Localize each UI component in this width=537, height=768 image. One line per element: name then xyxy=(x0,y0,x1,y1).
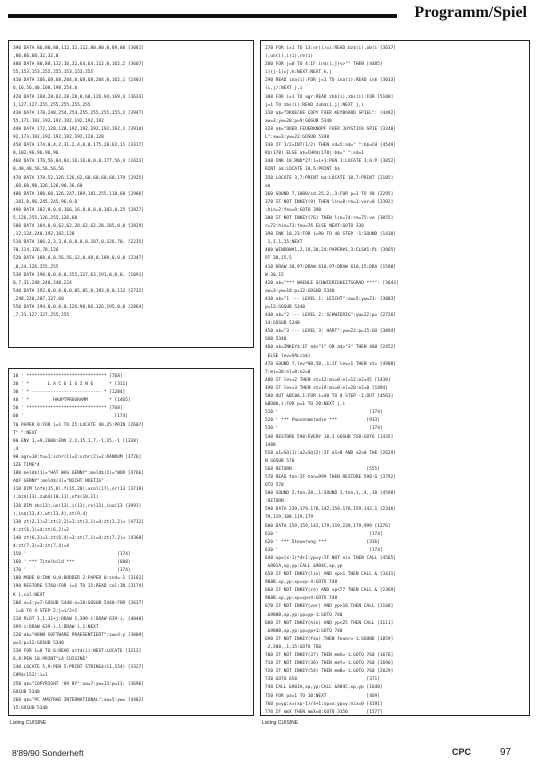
code-line: xw=3:yw=20:p=9:GOSUB 5340 xyxy=(265,118,332,124)
code-line: 120 DIM zb(13),un(13),i(13),re(13),ina(13 [3991] xyxy=(13,503,142,509)
code-line: 540 DATA 192,0,0,0,0,0,85,85,0,193,0,0,112 [2732] xyxy=(13,288,144,294)
code-line: 410 DRAW 30,97:DRAW 610,97:DRAW 610,15:DRA [1590] xyxy=(265,264,396,270)
code-line: 200 x=3:y=7:GOSUB 5440:x=18:GOSUB 5440:FOR [3637] xyxy=(13,600,144,606)
code-listing xyxy=(261,41,529,716)
code-line: 670 IF NOT INKEY(vor) AND yp>10 THEN CALL [3168] xyxy=(265,604,394,610)
code-line: r=72:hin=73:feu=76 ELSE NEXT:GOTO 330 xyxy=(265,224,364,230)
code-line: IZE TIME*4 xyxy=(13,463,40,469)
code-line: 260 a$="PC AMSTRAD INTERNATIONAL":xw=5:yw= [4402] xyxy=(13,697,144,703)
code-line: 550 DATA 194,0,0,0,0,126,90,86,126,195,0,0 [2864] xyxy=(13,305,144,310)
code-line: &BD00,i:FOR p=1 TO 20:NEXT j,i xyxy=(265,402,346,408)
code-line: K i,col:NEXT xyxy=(13,592,46,598)
footer-issue: 8'89/90 Sonderheft xyxy=(12,748,84,758)
code-line: 490 IF lev=3 THEN st=19:mi=0:el=20:e2=0 [1494] xyxy=(265,385,388,391)
code-line: 230 FOR i=0 TO 6:READ urt$(i):NEXT:LOCATE [3213] xyxy=(13,649,142,655)
code-line: 10 ' ****************************** [768] xyxy=(13,374,123,379)
code-line: 500 DATA 184,0,0,62,62,28,62,62,28,185,0,0 [2829] xyxy=(13,224,144,230)
code-line: i=0 TO 4 STEP 2:j=i/2+1 xyxy=(13,608,78,614)
code-line: 360 SOUND 7,1000/sd,25,2,,3:FOR p=1 TO 40 [2295] xyxy=(265,191,394,197)
code-line: 700 IF NOT INKEY(37) THEN mmX=-1:GOTO 760 [1676] xyxy=(265,653,394,659)
code-line: 520 DATA 188,0,0,56,56,12,0,48,0,189,0,0,0 [2347] xyxy=(13,256,144,262)
code-line: 70 PAPER 0:FOR i=1 TO 25:LOCATE 40,25:PRIN [2607] xyxy=(13,422,144,428)
code-line: 300 FOR i=1 TO agr:READ zb$(i),zbs(i):FOR [5108] xyxy=(265,94,394,100)
code-line: ),in$(13,4),wt(13,4),zt(9,4) xyxy=(13,511,88,517)
code-line: 0,40,40,56,56,56,56 xyxy=(13,167,64,173)
code-line: 55,171,192,192,192,192,192,192,192 xyxy=(13,118,104,124)
code-line: 270 FOR i=1 TO 13:nr(i)=i:READ bz$(i),ob(i [3637] xyxy=(265,46,396,51)
code-line: 390 DATA 86,80,80,112,32,112,80,80,0,89,80 [3081] xyxy=(13,46,144,51)
code-line: w=3:p=12:GOSUB 5340 xyxy=(13,641,64,647)
listing-caption-right: Listing CUISINE xyxy=(262,720,299,726)
code-line: 90 agr=10:tu=1:schr(1)=2:schr(2)=2:RANDOM [3726] xyxy=(13,454,142,460)
code-line: 480 IF lev=2 THEN st=12:mi=0:el=12:e2=45 [1430] xyxy=(265,377,391,383)
code-line: 399-i:DRAW 639-i,1:DRAW i,1:NEXT xyxy=(13,624,99,630)
code-line: 6,16,56,40,108,198,254,0 xyxy=(13,86,78,92)
code-line: 430 DATA 170,248,254,254,255,255,255,255,2 [3947] xyxy=(13,110,144,116)
code-line: 590 DATA 239,179,178,142,159,178,159,142,1 [2346] xyxy=(265,507,396,513)
code-line: ,248,220,207,127,60 xyxy=(13,296,64,302)
code-line: 450 DATA 174,0,4,2,31,2,4,0,0,175,28,62,11 [3317] xyxy=(13,143,144,149)
code-line: 0,7,31,248,240,240,224 xyxy=(13,280,72,286)
code-line: 620 ' *** Steuerung *** [336] xyxy=(265,539,380,545)
code-line: 740 CALL &901A,xp,yp:CALL &904C,xp,yp [1640] xyxy=(265,685,383,691)
code-line: 15:GOSUB 5340 xyxy=(13,705,48,711)
code-line: 460 DATA 176,56,84,84,16,16,0,0,0,177,56,4 [1623] xyxy=(13,159,144,165)
code-line: 55,153,153,255,255,153,153,255 xyxy=(13,70,94,76)
listing-panel-top-left xyxy=(8,40,254,348)
code-line: OT 30,15,5 xyxy=(265,256,292,262)
code-line: 730 GOTO 650 [371] xyxy=(265,677,380,683)
code-line: 340 INK 10,RND*27:i=i+1:PEN 1:LOCATE 3,6:P [3052] xyxy=(265,159,396,165)
code-line: ELSE lev=VAL(a$) xyxy=(265,353,311,359)
header-rule xyxy=(8,14,397,18)
code-line: 150 ' [174] xyxy=(13,552,131,558)
code-line: 770 IF mmX THEN mmX=0:GOTO 3150 [1577] xyxy=(265,709,383,715)
code-line: i)(j-1)=j,k:NEXT:NEXT k,j xyxy=(265,70,332,76)
code-line: 570 READ ton:IF ton=999 THEN RESTORE 590:G [3792] xyxy=(265,474,396,480)
code-line: 400 DATA 80,80,112,16,32,64,64,112,0,165,2 [3607] xyxy=(13,62,144,68)
footer-logo: CPC xyxy=(452,747,472,757)
code-line: 6,8:PEN 10:PRINT"LA CUISINE" xyxy=(13,657,88,663)
code-line: ,60,60,90,126,126,90,36,60 xyxy=(13,183,83,189)
code-line: 530 DATA 190,0,0,0,0,255,127,63,191,0,0,0, [1091] xyxy=(13,272,144,278)
code-line: 650 IF NOT INKEY(lin) AND xp>1 THEN CALL & [3411] xyxy=(265,572,396,578)
code-line: (i,j):NEXT j,i xyxy=(265,86,303,92)
code-line: 220 a$="HOHN SOFTWARE PRAESENTIERT":xw=4:y [3009] xyxy=(13,633,144,638)
code-line: 60 ' [174] xyxy=(13,414,128,420)
code-line: :RETURN xyxy=(265,499,284,505)
code-line: 470 DATA 178,52,126,126,62,60,60,60,60,179 [2925] xyxy=(13,175,144,181)
code-line: 5,126,255,126,255,126,60 xyxy=(13,215,78,221)
code-line: 30 ' * -------------------------- * [1284] xyxy=(13,390,126,396)
code-line: 680 IF NOT INKEY(hin) AND yp<25 THEN CALL [3111] xyxy=(265,620,394,626)
code-line: 2,200,,1,15:GOTO 760 xyxy=(265,644,322,650)
code-line: 100 meld$(1)="HAT WAS GENNY":meld$(2)="WOR [4766] xyxy=(13,471,144,477)
code-line: p=13:GOSUB 5340 xyxy=(265,305,306,310)
code-line: 580 SOUND 2,ton,20,,1:SOUND 1,ton,1,,4,,10 [4598] xyxy=(265,491,396,497)
code-line: L":xw=3:yw=22:GOSUB 5340 xyxy=(265,135,330,141)
code-line: ,4 xyxy=(13,446,19,452)
code-line: 4:zt(6,1)=4:zt(6,2)=2 xyxy=(13,527,70,533)
code-line: GOSUB 5340 xyxy=(13,689,40,695)
code-line: 510 ' [174] xyxy=(265,410,383,416)
code-line: 4:zt(7,3)=3:zt(7,4)=4 xyxy=(13,543,70,549)
code-line: ,12,124,248,192,192,120 xyxy=(13,232,75,238)
code-line: 450 a$="3 --- LEVEL 3: HART":yw=23:p=15:GO [3094] xyxy=(265,329,396,335)
code-line: 80 ENV 1,=9,2000:ENV 2,2,15,1,7,-1,15,-1 [1338] xyxy=(13,438,139,444)
page-number: 97 xyxy=(500,747,512,758)
code-line: 710 IF NOT INKEY(36) THEN mmY=-1:GOTO 760 [1696] xyxy=(265,661,394,667)
code-line: 210 PLOT 1,1,11+j:DRAW 1,399-i:DRAW 639-i, [4040] xyxy=(13,616,144,622)
code-line: 490 DATA 182,0,0,0,166,16,8,0,0,0,183,0,25 [2827] xyxy=(13,207,144,213)
code-line: 70,114,126,78,126 xyxy=(13,248,59,254)
code-line: 600 DATA 159,159,142,179,119,239,179,999 [1276] xyxy=(265,523,391,529)
code-line: 350 LOCATE 3,7:PRINT b$:LOCATE 18,7:PRINT [2105] xyxy=(265,175,394,181)
code-line: :hin=2:feu=9:GOTO 390 xyxy=(265,207,322,213)
code-line: 908B,xp,yp:xp=xp+4:GOTO 740 xyxy=(265,596,338,602)
code-line: 14:GOSUB 5340 xyxy=(265,321,300,327)
listing-caption-left: Listing CUISINE xyxy=(10,720,47,726)
code-line: OTO 570 xyxy=(265,483,284,489)
code-line: 20 ' * L A C U I S I N E * [311] xyxy=(13,382,128,388)
code-line: 40 ' * HAUPTPROGRAMM * [1465] xyxy=(13,398,131,404)
code-line: 460 a$=INKEY$:IF a$<"1" OR a$>"3" THEN 460 [2452] xyxy=(265,345,396,351)
listing-panel-bottom-left xyxy=(8,368,254,716)
code-line: 440 a$="2 --- LEVEL 2: SCHWIERIG":yw=22:p= [2726] xyxy=(265,313,396,319)
code-line: 50 ' ****************************** [768] xyxy=(13,406,123,412)
code-line: &901A,xp,yp:CALL &904C,xp,yp xyxy=(265,564,343,569)
code-line: AUF GENNY":meld$(3)="NICHT NOETIG" xyxy=(13,479,104,485)
code-line: 720 IF NOT INKEY(54) THEN mmB=-1:GOTO 760 [2029] xyxy=(265,669,394,675)
code-line: 330 IF 1/2=INT(1/2) THEN sd=5:a$=" ":b$=CH [4549] xyxy=(265,143,396,149)
code-line: 280 FOR j=0 TO 4:IF in$(i,j)<>"" THEN [4485] xyxy=(265,62,383,68)
code-line: CHR$(152):i=1 xyxy=(13,673,48,679)
code-line: 380 IF NOT INKEY(76) THEN lin=74:re=75:vo [3055] xyxy=(265,215,394,221)
code-line: 640 xp=(x-1)*4+1:yp=y:IF NOT nix THEN CALL [4565] xyxy=(265,555,396,561)
code-line: 420 a$="*** WAEHLE SCHWIERIGKEITSGRAD ***": [3643] xyxy=(265,280,399,286)
code-line: 430 a$="1 --- LEVEL 1: LEICHT":xw=5:yw=21: [3083] xyxy=(265,296,396,302)
code-line: ,0,24,126,255,255 xyxy=(13,264,59,270)
code-line: 760 y=yp:x=(xp-1)/4+1:xp=x:yp=y:nix=0 [4191] xyxy=(265,701,383,707)
code-line: 690 IF NOT INKEY(feu) THEN feuer=-1:SOUND [1859] xyxy=(265,636,394,642)
code-line: W 30,15 xyxy=(265,272,284,278)
code-line: 420 DATA 168,28,62,28,28,8,60,126,94,169,3 [3633] xyxy=(13,94,144,100)
code-line: 79,119,108,119,179 xyxy=(265,515,314,521)
code-line: 140 zt(6,3)=1:zt(6,4)=3:zt(7,1)=4:zt(7,2)= [4360] xyxy=(13,535,144,541)
page-title: Programm/Spiel xyxy=(414,4,527,21)
code-line: 7:mi=30:el=8:e2=0 xyxy=(265,369,311,375)
code-line: ),un(i),i(i),re(i) xyxy=(265,54,314,60)
code-line: 540 RESTORE 590:EVERY 10,1 GOSUB 550:GOTO [1435] xyxy=(265,434,394,440)
code-line: 160 ' *** Titelbild *** [600] xyxy=(13,560,131,566)
code-line: 240 LOCATE 5,9:PEN 5:PRINT STRING$(11,154) [3327] xyxy=(13,665,144,671)
code-line: ,181,0,96,245,245,96,0,0 xyxy=(13,199,78,205)
code-line: 92,173,192,192,192,192,192,128,128 xyxy=(13,135,104,141)
code-line: 660 IF NOT INKEY(re) AND xp<77 THEN CALL & [2369] xyxy=(265,588,396,594)
code-line: 410 DATA 166,68,68,204,0,68,68,204,0,165,1 [2483] xyxy=(13,78,144,84)
code-line: 560 RETURN [555] xyxy=(265,466,380,472)
listing-panel-right xyxy=(260,40,530,716)
code-line: RINT a$:LOCATE 18,6:PRINT b$ xyxy=(265,167,340,173)
code-line: 610 ' [174] xyxy=(265,531,383,537)
code-line: xw=3:yw=18:p=12:GOSUB 5340 xyxy=(265,288,335,294)
code-line: N GOSUB 570 xyxy=(265,458,295,464)
code-line: 440 DATA 172,128,128,192,192,192,192,192,1 [3914] xyxy=(13,126,144,132)
code-line: &908B,xp,yp:yp=yp-1:GOTO 740 xyxy=(265,612,343,618)
code-line: 480 DATA 180,60,126,247,189,181,255,118,60 [2906] xyxy=(13,191,144,197)
code-line: ,80,80,60,32,32,0 xyxy=(13,54,59,60)
code-line: 470 SOUND 7,lev*80,50,,1:IF lev=1 THEN st= [4988] xyxy=(265,361,396,367)
code-listing xyxy=(9,369,253,713)
code-line: j=1 TO zbs(i):READ zub$(i,j):NEXT j,i xyxy=(265,102,364,108)
code-line: 1,127,127,255,255,255,255,255 xyxy=(13,102,91,108)
code-line: 1,1,1,15:NEXT xyxy=(265,240,303,246)
code-line: 250 a$="COPYRIGHT '89 BY":xw=7:yw=13:p=13: [3696] xyxy=(13,681,144,687)
code-line: T" ":NEXT xyxy=(13,430,38,436)
code-line: 110 DIM lnf$(15,8),f(15,20),xcol(17),nr(13 [3719] xyxy=(13,487,144,493)
code-line: 1400 xyxy=(265,442,276,448)
code-line: 370 IF NOT INKEY(9) THEN lin=8:re=1:vor=0 [2392] xyxy=(265,199,394,205)
code-line: 290 READ ina(i):FOR j=1 TO ina(i):READ in$ [3013] xyxy=(265,78,396,84)
code-line: SUB 5340 xyxy=(265,337,287,343)
code-listing xyxy=(9,41,253,320)
code-line: 8,102,96,96,96,96 xyxy=(13,151,59,157)
code-line: 500 OUT &BC00,1:FOR i=40 TO 0 STEP -1:OUT [4563] xyxy=(265,394,394,400)
code-line: 908B,xp,yp:xp=xp-4:GOTO 740 xyxy=(265,580,338,586)
code-line: 170 ' [174] xyxy=(13,568,131,574)
code-line: 310 a$="DRUECKE COPY FUER KEYBOARD SPIEL": [4492] xyxy=(265,110,396,116)
code-line: &908B,xp,yp:yp=yp+1:GOTO 740 xyxy=(265,628,343,634)
code-line: a$ xyxy=(265,183,271,189)
code-line: 190 RESTORE 5760:FOR i=1 TO 15:READ col:IN [3174] xyxy=(13,584,144,590)
code-line: 510 DATA 186,2,3,3,0,0,0,0,0,187,0,126,70, [2235] xyxy=(13,240,144,246)
code-line: 550 a1=SQ(1):a2=SQ(2):IF a1>0 AND a2>0 THE [2629] xyxy=(265,450,396,456)
code-line: 130 zt(2,1)=2:zt(2,2)=1:zt(3,1)=4:zt(3,2)= [4712] xyxy=(13,519,144,525)
code-line: 530 ' [174] xyxy=(265,426,383,432)
code-line: ),bz$(13),zub$(10,11),of$(10,11) xyxy=(13,495,99,501)
code-line: 400 WINDOW#1,2,19,20,24:PAPER#1,3:CLS#1:PL [3965] xyxy=(265,248,396,254)
code-line: 520 ' *** Pausenmelodie *** [933] xyxy=(265,418,380,424)
code-line: ,7,31,127,127,255,255 xyxy=(13,313,70,319)
code-line: 320 a$="ODER FEUERKNOPF FUER JOYSTICK SPIE [3248] xyxy=(265,126,396,132)
code-line: 390 INK 10,23:FOR i=90 TO 40 STEP -1:SOUND [1430] xyxy=(265,232,396,238)
code-line: R$(178) ELSE a$=CHR$(178):b$=" ":sd=1 xyxy=(265,151,364,157)
code-line: 180 MODE 0:INK 0,0:BORDER 2:PAPER 0:snd=-1 [3161] xyxy=(13,576,144,582)
code-line: 750 FOR pa=1 TO 10:NEXT [469] xyxy=(265,693,380,699)
code-line: 630 ' [174] xyxy=(265,547,383,553)
